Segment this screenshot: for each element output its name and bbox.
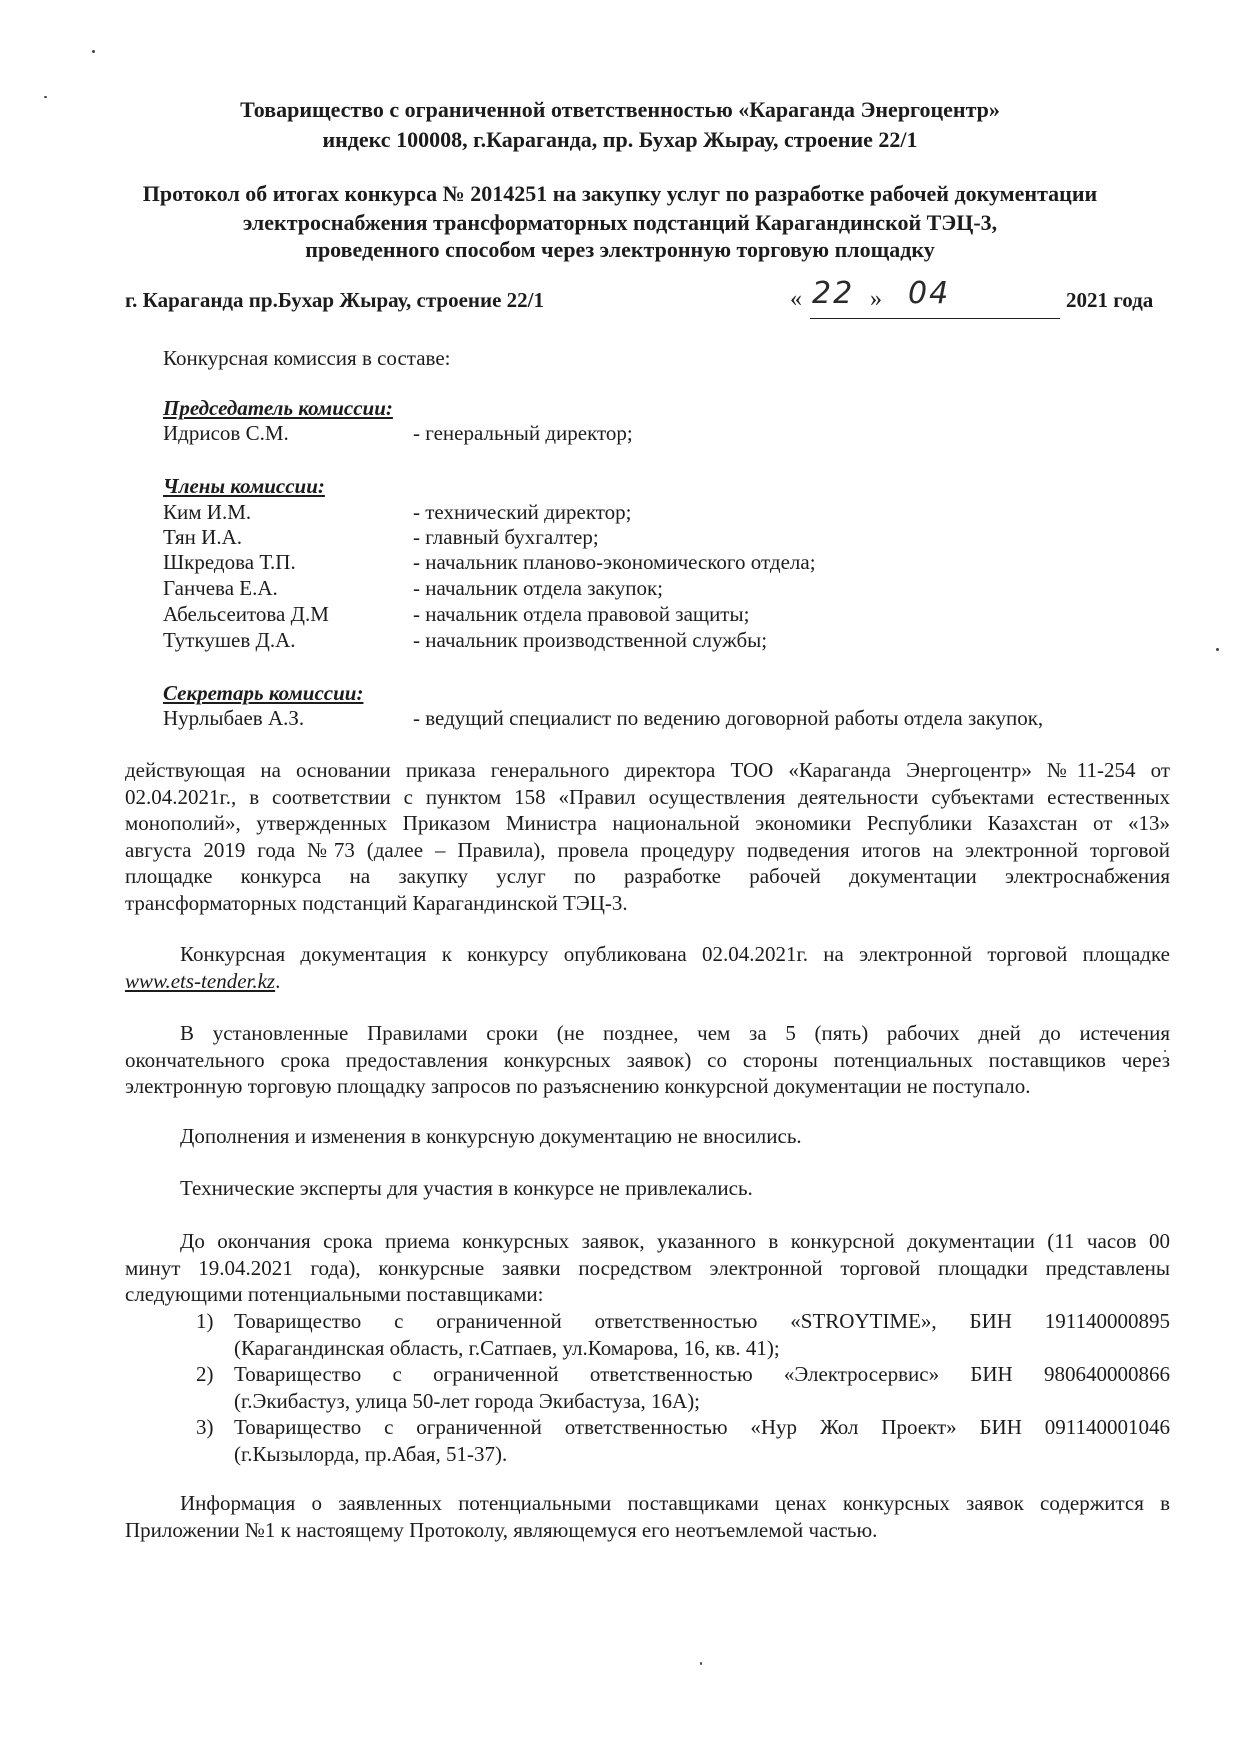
paragraph-line: трансформаторных подстанций Карагандинской ТЭЦ-3. bbox=[125, 890, 628, 915]
paragraph-line: следующими потенциальными поставщиками: bbox=[125, 1282, 544, 1306]
supplier-address: (Карагандинская область, г.Сатпаев, ул.Комарова, 16, кв. 41); bbox=[234, 1335, 780, 1360]
paragraph-line: минут 19.04.2021 года), конкурсные заявки посредством электронной торговой площадки представлены bbox=[125, 1255, 1170, 1280]
chair-role: - генеральный директор; bbox=[413, 421, 633, 445]
date-open-quote: « bbox=[790, 286, 802, 312]
commission-intro: Конкурсная комиссия в составе: bbox=[163, 346, 451, 370]
publication-link-line bbox=[125, 968, 280, 994]
paragraph-line: В установленные Правилами сроки (не позднее, чем за 5 (пять) рабочих дней до истечения bbox=[180, 1021, 1170, 1045]
members-heading: Члены комиссии: bbox=[163, 474, 325, 498]
secretary-role: - ведущий специалист по ведению договорной работы отдела закупок, bbox=[413, 706, 1044, 730]
member-name: Ганчева Е.А. bbox=[163, 576, 278, 600]
paragraph-line: До окончания срока приема конкурсных заявок, указанного в конкурсной документации (11 часов 00 bbox=[180, 1229, 1170, 1253]
paragraph-line: Конкурсная документация к конкурсу опубликована 02.04.2021г. на электронной торговой площадке bbox=[180, 942, 1170, 966]
paragraph-line: Приложении №1 к настоящему Протоколу, являющемуся его неотъемлемой частью. bbox=[125, 1517, 878, 1542]
supplier-number: 3) bbox=[196, 1415, 214, 1439]
supplier-number: 1) bbox=[196, 1309, 214, 1333]
ets-tender-link[interactable]: www.ets-tender.kz bbox=[125, 969, 276, 993]
member-name: Шкредова Т.П. bbox=[163, 550, 296, 574]
protocol-title-line1: Протокол об итогах конкурса № 2014251 на закупку услуг по разработке рабочей документации bbox=[142, 181, 1098, 206]
chair-name: Идрисов С.М. bbox=[163, 421, 289, 445]
secretary-name: Нурлыбаев А.З. bbox=[163, 706, 305, 730]
document-year: 2021 года bbox=[1066, 288, 1154, 312]
paragraph-amendments: Дополнения и изменения в конкурсную документацию не вносились. bbox=[180, 1124, 802, 1148]
date-day-handwritten: 22 bbox=[812, 276, 855, 311]
paragraph-clarification bbox=[125, 1020, 1170, 1100]
paragraph-line: Информация о заявленных потенциальными поставщиками ценах конкурсных заявок содержится в bbox=[180, 1491, 1170, 1515]
secretary-heading: Секретарь комиссии: bbox=[163, 681, 364, 705]
org-name: Товарищество с ограниченной ответственностью «Караганда Энергоцентр» bbox=[240, 97, 1000, 122]
chair-heading: Председатель комиссии: bbox=[163, 396, 393, 420]
supplier-address: (г.Кызылорда, пр.Абая, 51-37). bbox=[234, 1441, 508, 1466]
paragraph-prices bbox=[125, 1490, 1170, 1543]
paragraph-experts: Технические эксперты для участия в конкурсе не привлекались. bbox=[180, 1176, 753, 1200]
member-name: Туткушев Д.А. bbox=[163, 628, 296, 652]
document-date bbox=[790, 276, 1060, 316]
member-role: - главный бухгалтер; bbox=[413, 525, 599, 549]
date-close-quote: » bbox=[870, 286, 882, 312]
supplier-name: Товарищество с ограниченной ответственностью «STROYTIME», БИН 191140000895 bbox=[234, 1309, 1170, 1333]
protocol-title-line3: проведенного способом через электронную торговую площадку bbox=[305, 237, 935, 262]
link-period: . bbox=[275, 969, 281, 993]
member-role: - начальник отдела правовой защиты; bbox=[413, 602, 750, 626]
protocol-title-line2: электроснабжения трансформаторных подстанций Карагандинской ТЭЦ-3, bbox=[242, 210, 998, 235]
date-underline bbox=[810, 318, 1060, 319]
member-name: Абельсеитова Д.М bbox=[163, 602, 329, 626]
supplier-name: Товарищество с ограниченной ответственностью «Электросервис» БИН 980640000866 bbox=[234, 1362, 1170, 1386]
member-role: - начальник отдела закупок; bbox=[413, 576, 663, 600]
member-role: - технический директор; bbox=[413, 500, 632, 524]
paragraph-line: действующая на основании приказа генерального директора ТОО «Караганда Энергоцентр» №11-254 от bbox=[125, 758, 1170, 782]
supplier-list-item bbox=[196, 1308, 1171, 1362]
member-name: Тян И.А. bbox=[163, 525, 243, 549]
org-address: индекс 100008, г.Караганда, пр. Бухар Жырау, строение 22/1 bbox=[322, 127, 918, 152]
supplier-number: 2) bbox=[196, 1362, 214, 1386]
paragraph-line: августа 2019 года №73 (далее – Правила), провела процедуру подведения итогов на электронной торговой bbox=[125, 837, 1170, 862]
supplier-list-item bbox=[196, 1414, 1171, 1468]
paragraph-line: 02.04.2021г., в соответствии с пунктом 158 «Правил осуществления деятельности субъектами естественных bbox=[125, 784, 1170, 809]
paragraph-line: окончательного срока предоставления конкурсных заявок) со стороны потенциальных поставщиков через bbox=[125, 1047, 1170, 1072]
paragraph-line: площадке конкурса на закупку услуг по разработке рабочей документации электроснабжения bbox=[125, 864, 1170, 888]
document-place: г. Караганда пр.Бухар Жырау, строение 22/1 bbox=[125, 288, 545, 312]
member-role: - начальник производственной службы; bbox=[413, 628, 768, 652]
paragraph-basis bbox=[125, 757, 1170, 916]
paragraph-line: монополий», утвержденных Приказом Министра национальной экономики Республики Казахстан от «13» bbox=[125, 811, 1170, 835]
paragraph-line: электронную торговую площадку запросов по разъяснению конкурсной документации не поступало. bbox=[125, 1074, 1031, 1098]
date-month-handwritten: 04 bbox=[908, 276, 951, 311]
paragraph-bids bbox=[125, 1228, 1170, 1308]
scan-speck bbox=[700, 1662, 702, 1665]
member-role: - начальник планово-экономического отдела; bbox=[413, 550, 816, 574]
supplier-address: (г.Экибастуз, улица 50-лет города Экибастуза, 16А); bbox=[234, 1388, 701, 1413]
scan-speck bbox=[1216, 648, 1219, 651]
scan-speck bbox=[92, 50, 95, 53]
supplier-list-item bbox=[196, 1361, 1171, 1415]
member-name: Ким И.М. bbox=[163, 500, 252, 524]
paragraph-publication bbox=[180, 942, 1170, 967]
supplier-name: Товарищество с ограниченной ответственностью «Нур Жол Проект» БИН 091140001046 bbox=[234, 1415, 1170, 1439]
